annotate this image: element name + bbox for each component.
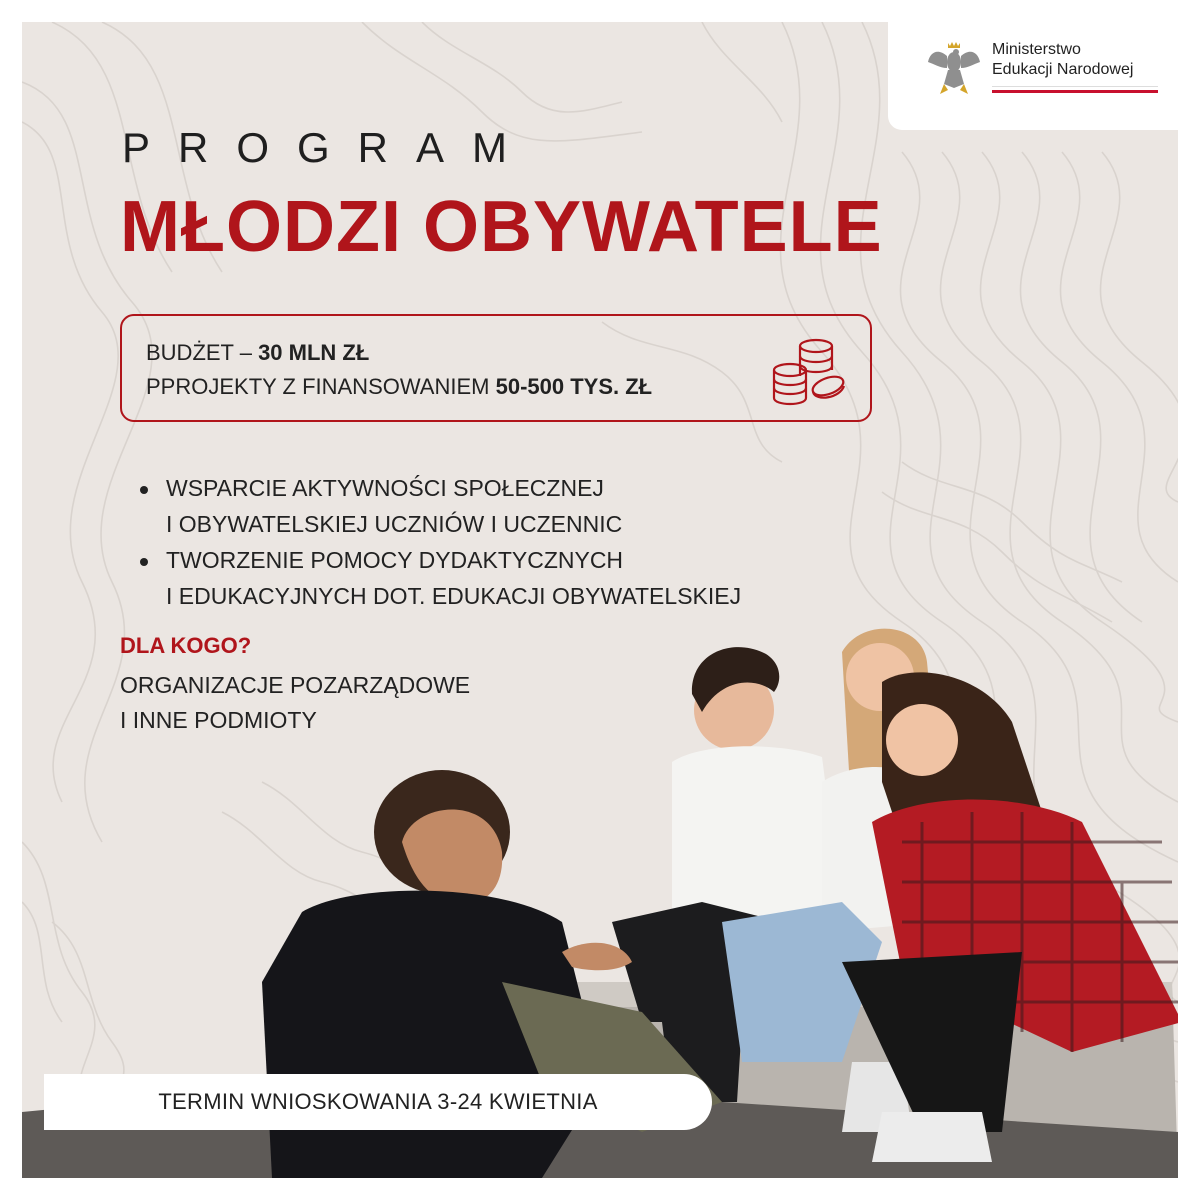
ministry-name-line2: Edukacji Narodowej [992, 61, 1134, 78]
audience-text [120, 668, 470, 738]
list-item [140, 470, 741, 542]
audience-heading: DLA KOGO? [120, 633, 252, 658]
polish-eagle-icon [926, 38, 982, 100]
deadline-banner: TERMIN WNIOSKOWANIA 3-24 KWIETNIA [44, 1074, 712, 1130]
projects-line [146, 374, 652, 400]
goal-1-line2: I OBYWATELSKIEJ UCZNIÓW I UCZENNIC [166, 511, 623, 537]
list-item [140, 542, 741, 614]
audience-line2: I INNE PODMIOTY [120, 707, 317, 733]
goal-2-line1: TWORZENIE POMOCY DYDAKTYCZNYCH [166, 547, 624, 573]
program-title: MŁODZI OBYWATELE [120, 187, 883, 267]
program-kicker: PROGRAM [122, 124, 536, 171]
coins-icon [772, 336, 848, 408]
ministry-name-line1: Ministerstwo [992, 41, 1081, 58]
budget-value: 30 MLN ZŁ [258, 340, 370, 365]
budget-label: BUDŻET – [146, 340, 259, 365]
budget-line [146, 340, 369, 366]
goal-1-line1: WSPARCIE AKTYWNOŚCI SPOŁECZNEJ [166, 475, 604, 501]
flag-stripe [992, 86, 1158, 92]
projects-value: 50-500 TYS. ZŁ [495, 374, 653, 399]
projects-label: PPROJEKTY Z FINANSOWANIEM [146, 374, 496, 399]
audience-line1: ORGANIZACJE POZARZĄDOWE [120, 672, 471, 698]
ministry-name [992, 40, 1168, 80]
funding-box [120, 314, 872, 422]
goals-list [140, 470, 741, 614]
goal-2-line2: I EDUKACYJNYCH DOT. EDUKACJI OBYWATELSKIEJ [166, 583, 742, 609]
